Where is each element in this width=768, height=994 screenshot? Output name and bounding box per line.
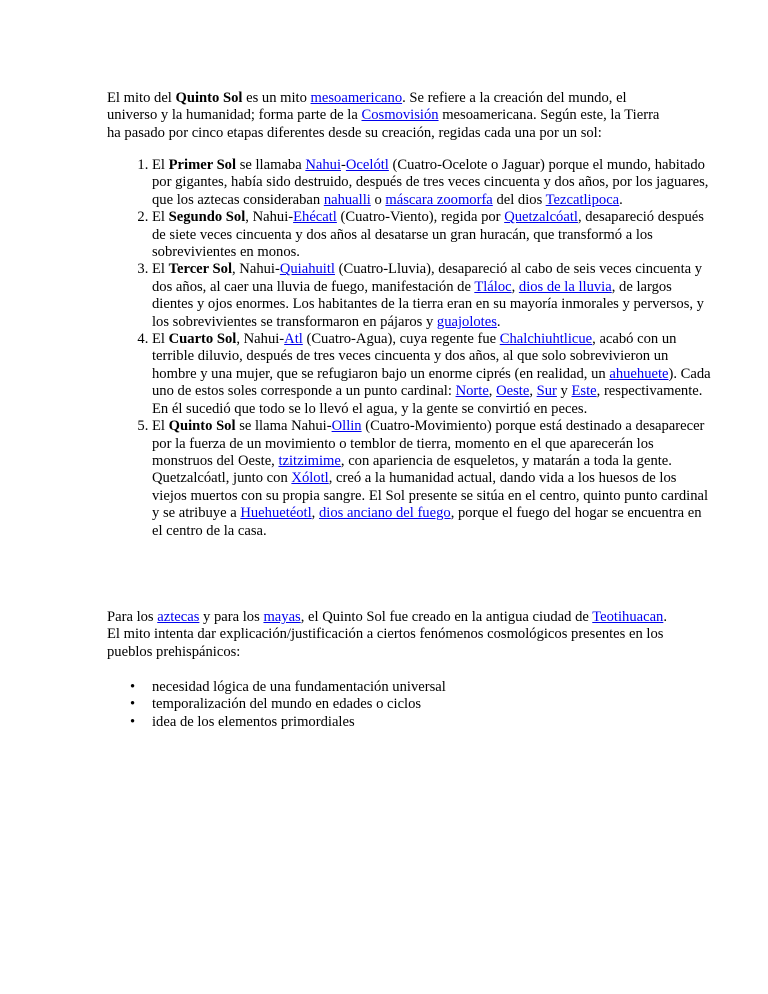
text: El mito del [107,90,176,106]
text: se llamaba [236,157,306,173]
text: , de largos dientes y ojos enormes. Los habitantes de la tierra eran en su mayoría inmorales y perversos, y los sobrevivientes se transformaron en pájaros y [152,278,704,330]
link-norte[interactable]: Norte [455,383,489,400]
bullet-icon: • [130,713,136,730]
link-quetzalcoatl[interactable]: Quetzalcóatl [504,209,578,226]
link-tezcatlipoca[interactable]: Tezcatlipoca [545,191,620,208]
text: del dios [492,191,546,208]
link-nahualli[interactable]: nahualli [323,191,371,208]
list-item-text: necesidad lógica de una fundamentación universal [152,679,446,695]
list-item-quinto-sol [152,418,712,540]
list-item [130,713,712,731]
link-cosmovision[interactable]: Cosmovisión [361,107,439,124]
text: ). Cada uno de estos soles corresponde a un punto cardinal: [152,365,711,400]
text: El [152,418,169,435]
link-dios-anciano-del-fuego[interactable]: dios anciano del fuego [318,505,451,522]
text: El [152,209,169,226]
text: (Cuatro-Viento), regida por [336,209,505,226]
text: , respectivamente. En él sucedió que todo se lo llevó el agua, y la gente se convirtió en peces. [152,383,703,417]
link-oeste[interactable]: Oeste [496,383,530,400]
link-huehueteotl[interactable]: Huehuetéotl [240,505,312,522]
list-item-cuarto-sol [152,331,712,418]
link-aztecas[interactable]: aztecas [157,609,200,625]
text: y [556,383,572,400]
ideas-list [107,679,712,731]
link-nahui[interactable]: Nahui [305,157,342,173]
text: , creó a la humanidad actual, dando vida a los huesos de los viejos muertos con su propia sangre. El Sol presente se sitúa en el centro, quinto punto cardinal y se atribuye a [152,470,709,522]
text: . [619,191,623,208]
link-ahuehuete[interactable]: ahuehuete [609,365,669,382]
link-tlaloc[interactable]: Tláloc [474,278,512,295]
text: , Nahui- [245,209,294,226]
term-bold: Quinto Sol [175,90,243,106]
text: , porque el fuego del hogar se encuentra en el centro de la casa. [152,505,702,539]
link-sur[interactable]: Sur [536,383,557,400]
list-item-segundo-sol [152,209,712,261]
link-tzitzimime[interactable]: tzitzimime [278,452,341,469]
text: , Nahui- [232,261,280,278]
text: (Cuatro-Lluvia), desapareció al cabo de seis veces cincuenta y dos años, al caer una lluvia de fuego, manifestación de [152,261,703,295]
term-bold: Tercer Sol [168,261,232,278]
term-bold: Quinto Sol [168,418,236,435]
term-bold: Segundo Sol [168,209,246,226]
link-ocelotl[interactable]: Ocelótl [345,157,389,173]
text: (Cuatro-Movimiento) porque está destinado a desaparecer por la fuerza de un movimiento o temblor de tierra, momento en el que aparecerán los monstruos del Oeste, [152,418,705,469]
list-item [130,696,712,713]
text: , Nahui- [236,331,285,348]
list-item-text: temporalización del mundo en edades o ciclos [152,696,422,713]
link-dios-de-la-lluvia[interactable]: dios de la lluvia [518,278,612,295]
text: , desapareció después de siete veces cincuenta y dos años al desatarse un gran huracán, que transformó a los sobrevivientes en monos. [152,209,704,261]
text: Para los [107,609,158,625]
term-bold: Cuarto Sol [168,331,237,348]
text: (Cuatro-Agua), cuya regente fue [302,331,500,348]
list-item-primer-sol [152,157,712,209]
list-item-text: idea de los elementos primordiales [152,713,355,730]
text: es un mito [242,90,311,106]
text: y para los [199,609,264,625]
link-guajolotes[interactable]: guajolotes [436,313,497,330]
link-mascara-zoomorfa[interactable]: máscara zoomorfa [385,191,493,208]
link-mayas[interactable]: mayas [263,609,301,625]
term-bold: Primer Sol [168,157,237,173]
text: , acabó con un terrible diluvio, después de tres veces cincuenta y dos años, al que solo sobrevivieron un hombre y una mujer, que se refugiaron bajo un enorme ciprés (en realidad, un [152,331,677,382]
link-atl[interactable]: Atl [284,331,303,348]
closing-paragraph [107,609,667,661]
text: - [341,157,346,173]
link-xolotl[interactable]: Xólotl [291,470,329,487]
text: El [152,331,169,348]
link-teotihuacan[interactable]: Teotihuacan [592,609,664,625]
text: mesoamericana. Según este, la Tierra ha pasado por cinco etapas diferentes desde su creación, regidas cada una por un sol: [107,107,660,141]
text: se llama Nahui- [235,418,332,435]
bullet-icon: • [130,696,136,713]
text: El [152,261,169,278]
link-mesoamericano[interactable]: mesoamericano [310,90,403,106]
link-ehecatl[interactable]: Ehécatl [293,209,337,226]
list-item-tercer-sol [152,261,712,331]
text: , [311,505,319,522]
text: (Cuatro-Ocelote o Jaguar) porque el mundo, habitado por gigantes, había sido destruido, después de tres veces cincuenta y dos años, por los jaguares, que los aztecas consideraban [152,157,709,208]
link-este[interactable]: Este [571,383,597,400]
text: , el Quinto Sol fue creado en la antigua ciudad de [300,609,593,625]
suns-list [107,157,712,540]
bullet-icon: • [130,679,136,695]
link-ollin[interactable]: Ollin [331,418,362,435]
text: , [529,383,537,400]
link-quiahuitl[interactable]: Quiahuitl [279,261,335,278]
text: El [152,157,169,173]
text: o [370,191,386,208]
link-chalchiuhtlicue[interactable]: Chalchiuhtlicue [499,331,593,348]
text: . El mito intenta dar explicación/justificación a ciertos fenómenos cosmológicos presentes en los pueblos prehispánicos: [107,609,668,660]
text: , con apariencia de esqueletos, y matarán a toda la gente. Quetzalcóatl, junto con [152,452,672,487]
text: . [496,313,501,330]
text: , [511,278,519,295]
text: . Se refiere a la creación del mundo, el universo y la humanidad; forma parte de la [107,90,627,124]
intro-paragraph [107,90,667,142]
text: , [488,383,497,400]
list-item [130,679,712,696]
